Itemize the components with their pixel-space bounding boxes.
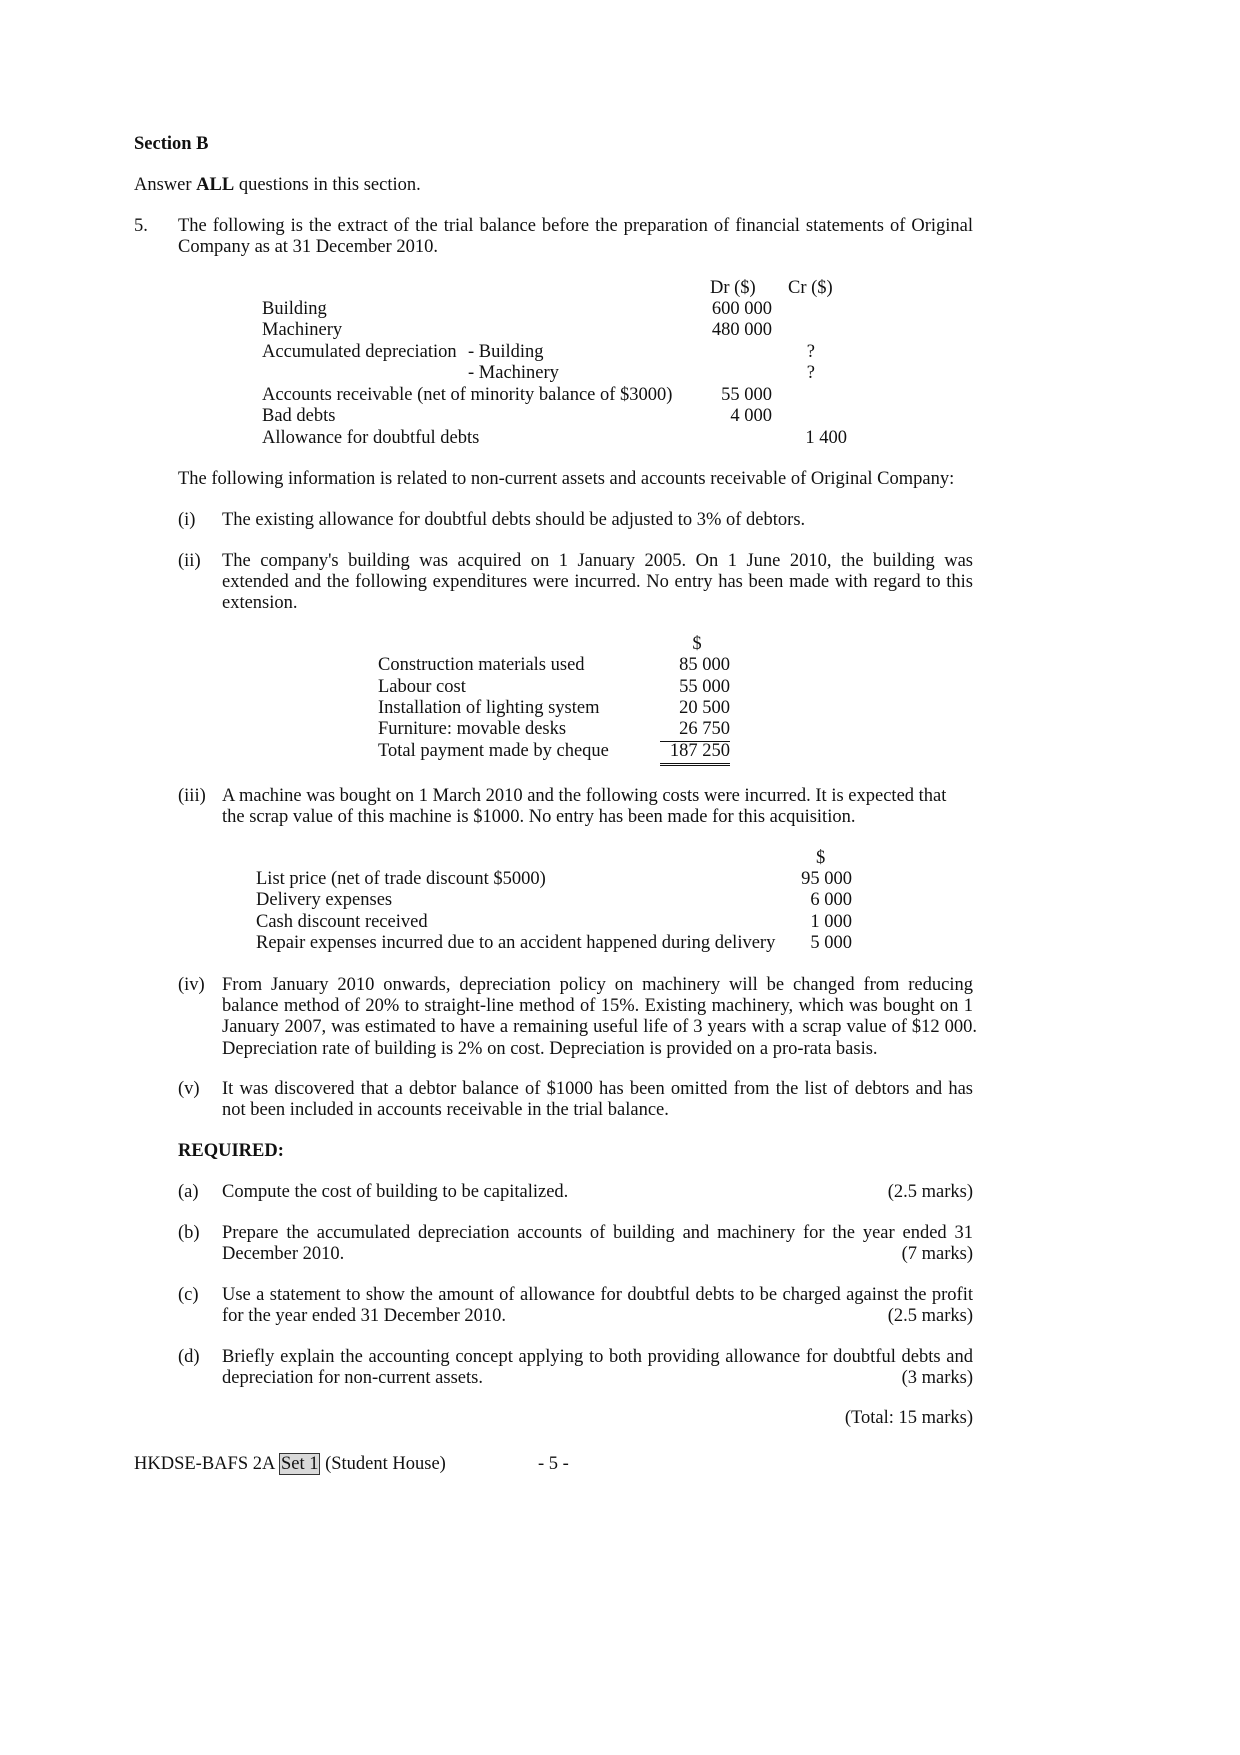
tb-dr: 4 000 [730,406,772,426]
item-iii-line1: A machine was bought on 1 March 2010 and the following costs were incurred. It is expected that [222,786,947,806]
question-intro-line2: Company as at 31 December 2010. [178,237,438,257]
question-intro-line1: The following is the extract of the trial balance before the preparation of financial statements of Original [178,216,973,236]
machine-label: Repair expenses incurred due to an accident happened during delivery [256,933,776,953]
item-iv-line4: Depreciation rate of building is 2% on cost. Depreciation is provided on a pro-rata basis. [222,1039,878,1059]
item-marker: (ii) [178,551,201,571]
tb-label: Bad debts [262,406,336,426]
tb-label: Allowance for doubtful debts [262,428,480,448]
question-number: 5. [134,216,148,236]
part-marker: (a) [178,1182,199,1202]
extension-amount: 85 000 [679,655,730,675]
item-v-line1: It was discovered that a debtor balance of $1000 has been omitted from the list of debtors and has [222,1079,973,1099]
machine-label: Cash discount received [256,912,428,932]
part-text: Compute the cost of building to be capitalized. [222,1182,569,1202]
item-marker: (i) [178,510,196,530]
part-marks: (7 marks) [901,1244,973,1264]
machine-amount: 95 000 [801,869,852,889]
part-marks: (2.5 marks) [887,1182,973,1202]
tb-header-dr: Dr ($) [710,278,756,298]
tb-label: Machinery [262,320,343,340]
tb-label: Accounts receivable (net of minority balance of $3000) [262,385,673,405]
part-marker: (d) [178,1347,200,1367]
machine-amount: 6 000 [810,890,852,910]
instruction-emphasis: ALL [196,175,235,195]
tb-cr: ? [806,342,815,362]
extension-label: Installation of lighting system [378,698,600,718]
extension-amount: 55 000 [679,677,730,697]
footer-set-badge: Set 1 [280,1454,319,1474]
footer-code: HKDSE-BAFS 2A [134,1454,275,1474]
tb-cr: ? [806,363,815,383]
extension-total-label: Total payment made by cheque [378,741,609,761]
part-text-cont: December 2010. [222,1244,345,1264]
machine-label: Delivery expenses [256,890,393,910]
item-iv-line3: January 2007, was estimated to have a remaining useful life of 3 years with a scrap value of $12 000. [222,1017,977,1037]
extension-total-amount: 187 250 [660,741,730,766]
tb-sublabel: - Machinery [468,363,559,383]
part-marks: (3 marks) [901,1368,973,1388]
tb-label: Building [262,299,327,319]
tb-cr: 1 400 [805,428,847,448]
item-i-text: The existing allowance for doubtful debts should be adjusted to 3% of debtors. [222,510,806,530]
info-intro: The following information is related to non-current assets and accounts receivable of Original Company: [178,469,955,489]
extension-label: Labour cost [378,677,466,697]
item-iii-line2: the scrap value of this machine is $1000. No entry has been made for this acquisition. [222,807,856,827]
item-ii-line2: extended and the following expenditures were incurred. No entry has been made with regard to this [222,572,973,592]
extension-label: Construction materials used [378,655,585,675]
extension-label: Furniture: movable desks [378,719,567,739]
machine-amount: 1 000 [810,912,852,932]
item-v-line2: not been included in accounts receivable in the trial balance. [222,1100,669,1120]
item-marker: (v) [178,1079,200,1099]
part-text: Briefly explain the accounting concept applying to both providing allowance for doubtful debts and [222,1347,973,1367]
tb-sublabel: - Building [468,342,544,362]
extension-amount: 26 750 [660,719,730,742]
part-text-cont: depreciation for non-current assets. [222,1368,483,1388]
tb-label: Accumulated depreciation [262,342,457,362]
instruction-text: Answer [134,175,197,195]
machine-amount: 5 000 [810,933,852,953]
item-iv-line1: From January 2010 onwards, depreciation policy on machinery will be changed from reducing [222,975,973,995]
part-text: Prepare the accumulated depreciation accounts of building and machinery for the year ended 31 [222,1223,973,1243]
part-marker: (b) [178,1223,200,1243]
tb-header-cr: Cr ($) [788,278,833,298]
total-marks: (Total: 15 marks) [844,1408,973,1428]
page-number: - 5 - [538,1454,569,1474]
item-ii-line3: extension. [222,593,298,613]
part-text: Use a statement to show the amount of allowance for doubtful debts to be charged against the profit [222,1285,973,1305]
item-marker: (iv) [178,975,205,995]
machine-currency-header: $ [816,848,826,868]
footer-publisher: (Student House) [325,1454,446,1474]
item-marker: (iii) [178,786,206,806]
tb-dr: 480 000 [711,320,772,340]
item-ii-line1: The company's building was acquired on 1 January 2005. On 1 June 2010, the building was [222,551,973,571]
section-instruction [134,175,421,197]
part-marks: (2.5 marks) [887,1306,973,1326]
extension-amount: 20 500 [679,698,730,718]
required-title: REQUIRED: [178,1141,284,1161]
tb-dr: 600 000 [711,299,772,319]
page-footer [134,1454,446,1476]
part-marker: (c) [178,1285,199,1305]
tb-dr: 55 000 [721,385,772,405]
section-title: Section B [134,134,209,154]
instruction-text-end: questions in this section. [234,175,421,195]
extension-currency-header: $ [692,634,702,654]
machine-label: List price (net of trade discount $5000) [256,869,546,889]
item-iv-line2: balance method of 20% to straight-line method of 15%. Existing machinery, which was bought on 1 [222,996,973,1016]
part-text-cont: for the year ended 31 December 2010. [222,1306,507,1326]
